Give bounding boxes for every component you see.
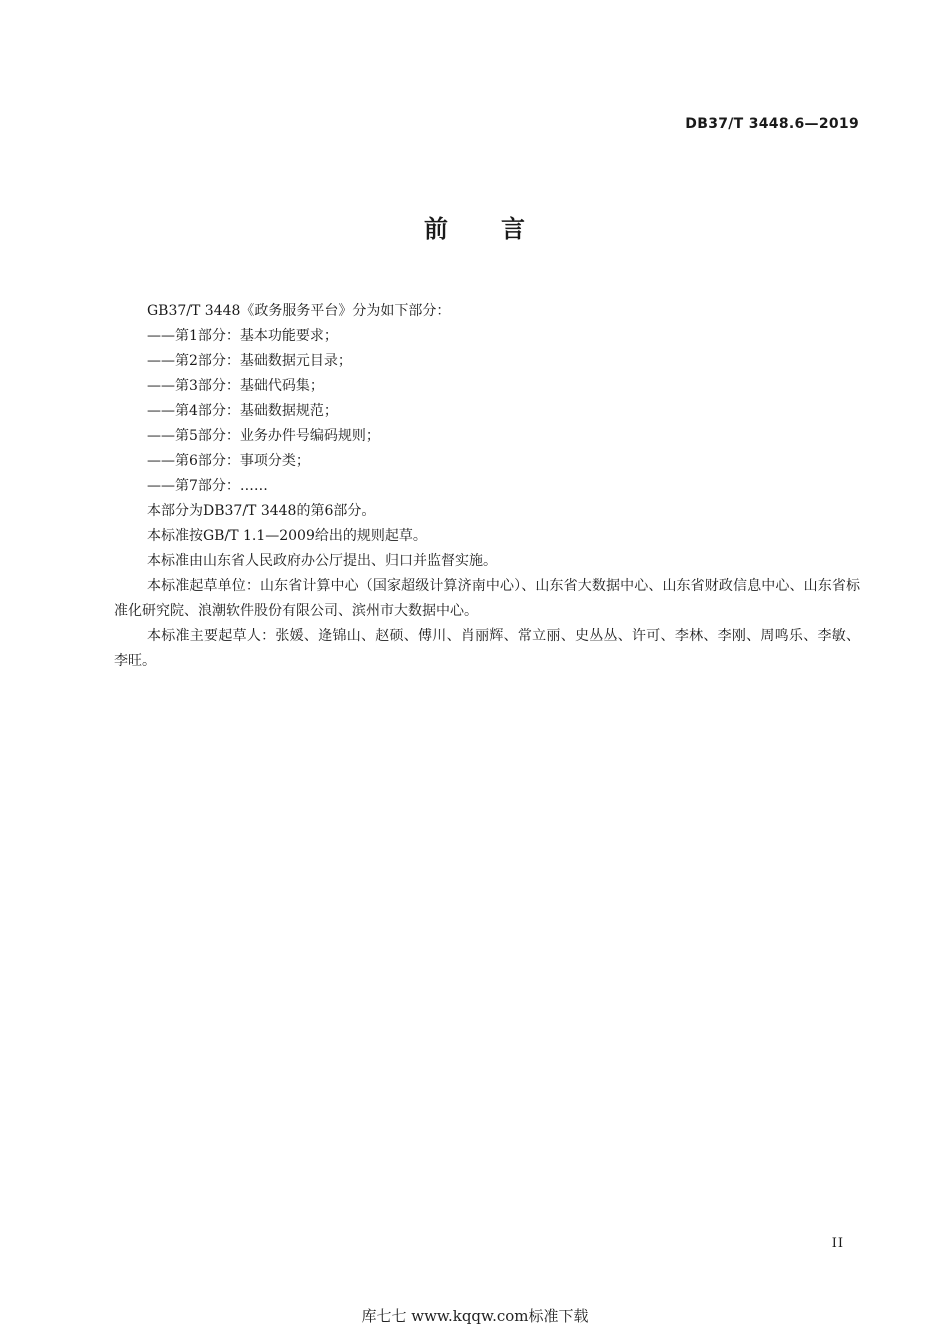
list-item-part-2: ——第2部分：基础数据元目录； [147,353,352,369]
page-number: II [831,1236,844,1251]
list-item-part-6: ——第6部分：事项分类； [147,453,310,469]
paragraph-drafting-units: 本标准起草单位：山东省计算中心（国家超级计算济南中心）、山东省大数据中心、山东省财政信息中心、山东省标准化研究院、浪潮软件股份有限公司、滨州市大数据中心。 [114,578,860,619]
list-item-part-5: ——第5部分：业务办件号编码规则； [147,428,380,444]
foreword-body [114,299,860,674]
list-item-part-7: ——第7部分：…… [147,478,268,494]
paragraph-intro: GB37/T 3448《政务服务平台》分为如下部分： [147,303,451,319]
list-item-part-1: ——第1部分：基本功能要求； [147,328,338,344]
paragraph-part-statement: 本部分为DB37/T 3448的第6部分。 [147,503,376,519]
paragraph-drafting-rules: 本标准按GB/T 1.1—2009给出的规则起草。 [147,528,427,544]
standard-number: DB37/T 3448.6—2019 [685,116,859,132]
paragraph-proposer: 本标准由山东省人民政府办公厅提出、归口并监督实施。 [147,553,497,569]
download-watermark: 库七七 www.kqqw.com标准下载 [361,1307,589,1325]
page-title [0,212,950,246]
list-item-part-4: ——第4部分：基础数据规范； [147,403,338,419]
paragraph-drafters: 本标准主要起草人：张媛、逄锦山、赵硕、傅川、肖丽辉、常立丽、史丛丛、许可、李林、李刚、周鸣乐、李敏、李旺。 [114,628,860,669]
title-char-1: 前 [424,215,449,243]
list-item-part-3: ——第3部分：基础代码集； [147,378,324,394]
title-char-2: 言 [501,215,526,243]
